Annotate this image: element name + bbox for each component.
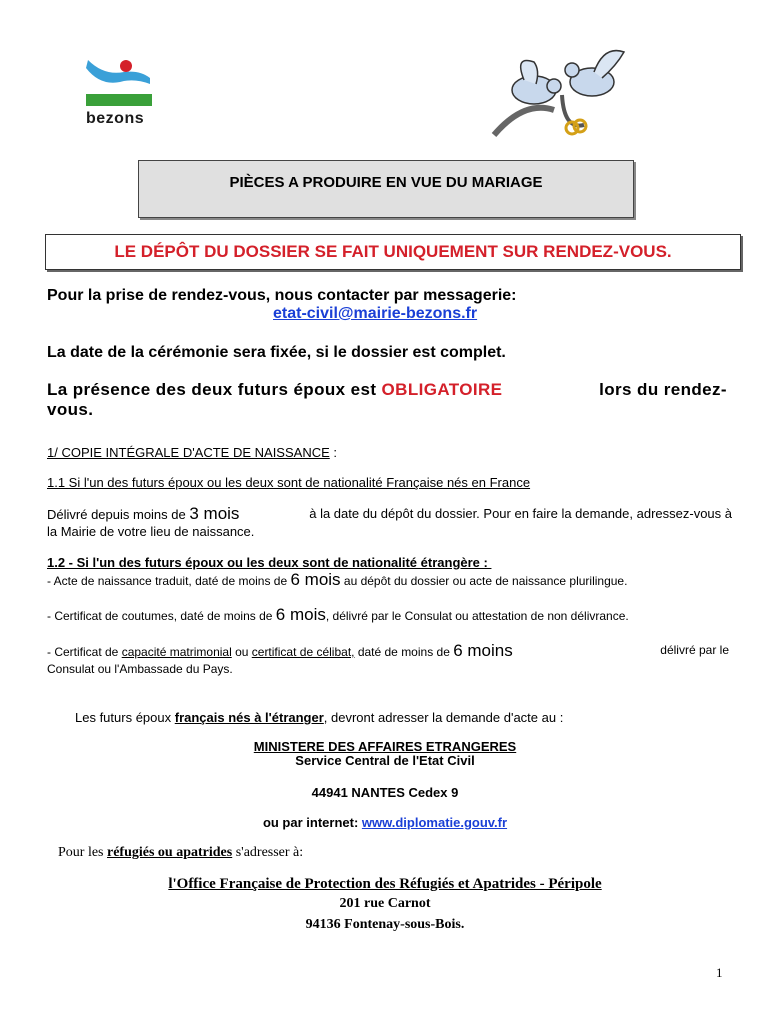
doves-illustration xyxy=(484,40,644,140)
section1-1-text: Délivré depuis moins de 3 mois à la date du dépôt du dossier. Pour en faire la demande, adressez-vous à la Mairie de votre lieu de naissance. xyxy=(47,504,732,539)
document-title: PIÈCES A PRODUIRE EN VUE DU MARIAGE xyxy=(138,160,634,218)
section1-2-item1: - Acte de naissance traduit, daté de moins de 6 mois au dépôt du dossier ou acte de naissance plurilingue. xyxy=(47,570,628,589)
appointment-notice: LE DÉPÔT DU DOSSIER SE FAIT UNIQUEMENT SUR RENDEZ-VOUS. xyxy=(45,234,741,270)
ofpra-name: l'Office Française de Protection des Réfugiés et Apatrides - Péripole xyxy=(168,876,602,892)
logo-text: bezons xyxy=(86,110,145,127)
nantes-address: 44941 NANTES Cedex 9 xyxy=(311,785,459,800)
abroad-line: Les futurs époux français nés à l'étranger, devront adresser la demande d'acte au : xyxy=(75,710,564,725)
service-name: Service Central de l'Etat Civil xyxy=(295,753,475,768)
section1-1-heading: 1.1 Si l'un des futurs époux ou les deux sont de nationalité Française nés en France xyxy=(47,475,531,490)
section1-heading: 1/ COPIE INTÉGRALE D'ACTE DE NAISSANCE : xyxy=(47,445,338,460)
ofpra-street: 201 rue Carnot xyxy=(339,896,431,911)
internet-line: ou par internet: www.diplomatie.gouv.fr xyxy=(262,815,508,830)
section1-2-heading: 1.2 - Si l'un des futurs époux ou les deux sont de nationalité étrangère : xyxy=(47,555,492,570)
ofpra-city: 94136 Fontenay-sous-Bois. xyxy=(305,917,465,932)
refugees-line: Pour les réfugiés ou apatrides s'adresser à: xyxy=(58,845,304,860)
obligatoire-highlight: OBLIGATOIRE xyxy=(381,380,503,399)
ceremony-line: La date de la cérémonie sera fixée, si le dossier est complet. xyxy=(47,344,506,361)
section1-2-item3: - Certificat de capacité matrimonial ou certificat de célibat, daté de moins de 6 moins délivré par le Consulat ou l'Ambassade du Pays. xyxy=(47,641,729,676)
page-number: 1 xyxy=(716,965,723,980)
contact-line: Pour la prise de rendez-vous, nous contacter par messagerie: xyxy=(47,287,517,304)
presence-paragraph: La présence des deux futurs époux est OBLIGATOIRE lors du rendez- vous. xyxy=(47,380,727,419)
diplomatie-link[interactable]: www.diplomatie.gouv.fr xyxy=(361,815,508,830)
contact-email-link[interactable]: etat-civil@mairie-bezons.fr xyxy=(273,305,478,322)
section1-2-item2: - Certificat de coutumes, daté de moins de 6 mois, délivré par le Consulat ou attestation de non délivrance. xyxy=(47,605,629,624)
ministry-name: MINISTERE DES AFFAIRES ETRANGERES xyxy=(253,739,517,754)
